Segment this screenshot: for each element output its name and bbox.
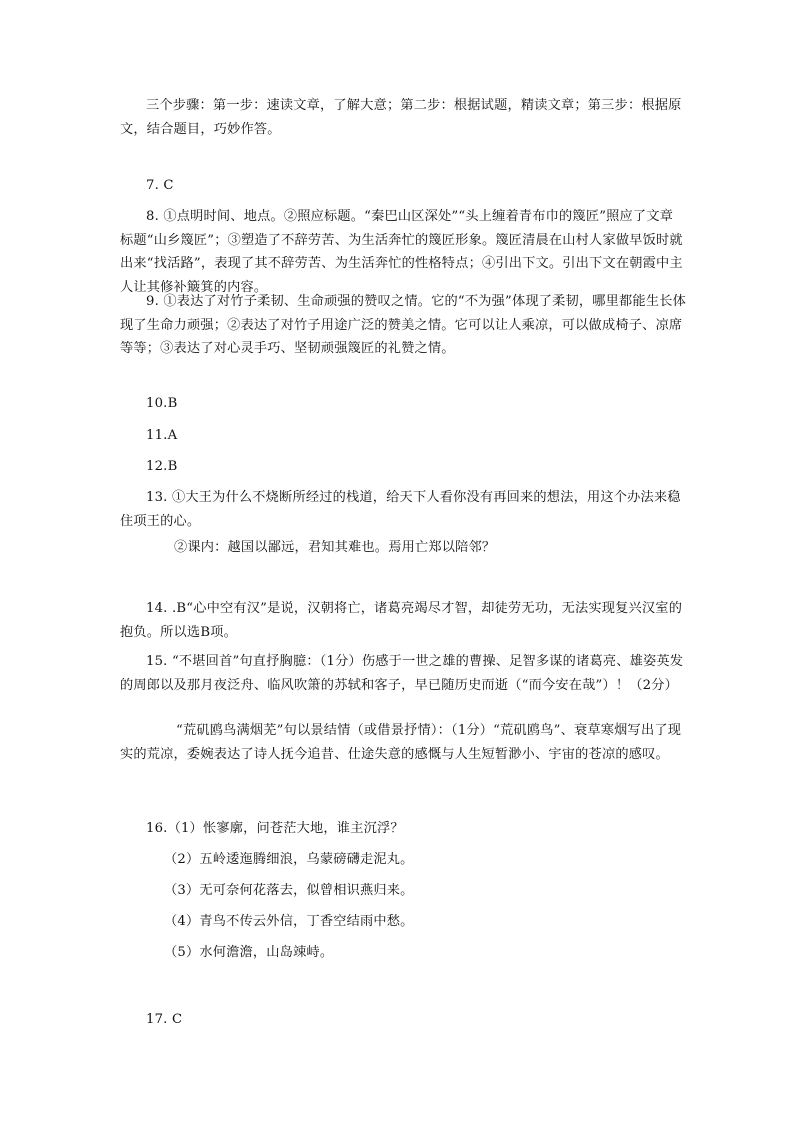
answer-10: 10.B <box>146 396 178 411</box>
answer-9: 9. ①表达了对竹子柔韧、生命顽强的赞叹之情。它的“不为强”体现了柔韧，哪里都能生长体现了生命力顽强；②表达了对竹子用途广泛的赞美之情。它可以让人乘凉，可以做成椅子、凉席等等；③表达了对心灵手巧、坚韧顽强篾匠的礼赞之情。 <box>120 294 686 356</box>
answer-11: 11.A <box>146 428 178 443</box>
answer-16-1: 16.（1）怅寥廓，问苍茫大地，谁主沉浮？ <box>146 821 404 836</box>
answer-16-5: （5）水何澹澹，山岛竦峙。 <box>164 945 334 960</box>
answer-14: 14. .B“心中空有汉”是说，汉朝将亡，诸葛亮竭尽才智，却徒劳无功，无法实现复兴汉室的抱负。所以选B项。 <box>120 601 683 640</box>
answer-17: 17. C <box>146 1012 183 1027</box>
answer-12: 12.B <box>146 459 178 474</box>
answer-16-3: （3）无可奈何花落去，似曾相识燕归来。 <box>164 883 414 898</box>
answer-15: 15. “不堪回首”句直抒胸臆：（1分）伤感于一世之雄的曹操、足智多谋的诸葛亮、雄姿英发的周郎以及那月夜泛舟、临风吹箫的苏轼和客子，早已随历史而逝（“而今安在哉”）！（2分） <box>120 654 684 693</box>
answer-16-4: （4）青鸟不传云外信，丁香空结雨中愁。 <box>164 914 414 929</box>
answer-16-2: （2）五岭逶迤腾细浪，乌蒙磅礴走泥丸。 <box>164 852 414 867</box>
answer-8: 8. ①点明时间、地点。②照应标题。“秦巴山区深处”“头上缠着青布巾的篾匠”照应了文章标题“山乡篾匠”；③塑造了不辞劳苦、为生活奔忙的篾匠形象。篾匠清晨在山村人家做早饭时就出来“找活路”，表现了其不辞劳苦、为生活奔忙的性格特点；④引出下文。引出下文在朝霞中主人让其修补簸箕的内容。 <box>120 209 683 295</box>
intro-paragraph: 三个步骤：第一步：速读文章，了解大意；第二步：根据试题，精读文章；第三步：根据原文，结合题目，巧妙作答。 <box>120 98 682 137</box>
answer-7: 7. C <box>146 178 174 193</box>
answer-13-part2: ②课内：越国以鄙远，君知其难也。焉用亡郑以陪邻？ <box>174 540 496 555</box>
answer-15-part2: “荒矶鸥鸟满烟芜”句以景结情（或借景抒情）：（1分）“荒矶鸥鸟”、衰草寒烟写出了现实的荒凉，委婉表达了诗人抚今追昔、仕途失意的感慨与人生短暂渺小、宇宙的苍凉的感叹。 <box>120 723 682 762</box>
answer-13: 13. ①大王为什么不烧断所经过的栈道，给天下人看你没有再回来的想法，用这个办法来稳住项王的心。 <box>120 490 681 529</box>
